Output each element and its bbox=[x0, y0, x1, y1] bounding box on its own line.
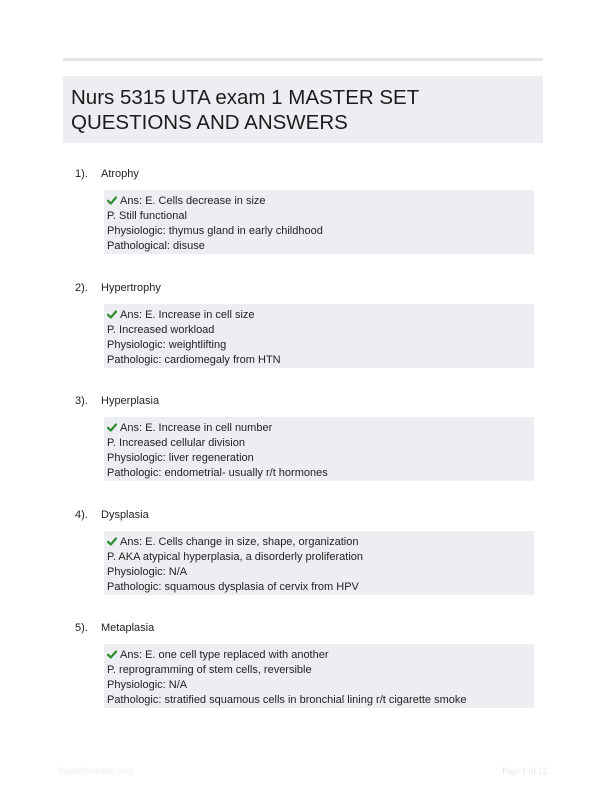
answer-detail: Physiologic: weightlifting bbox=[107, 339, 227, 351]
answer-detail: Pathologic: stratified squamous cells in bronchial lining r/t cigarette smoke bbox=[107, 694, 467, 706]
answer-detail: P. reprogramming of stem cells, reversible bbox=[107, 664, 312, 676]
question-text: Hyperplasia bbox=[101, 395, 160, 407]
answer-box bbox=[104, 417, 534, 481]
answer-detail: Physiologic: N/A bbox=[107, 566, 188, 578]
answer-box bbox=[104, 531, 534, 595]
answer-detail: Physiologic: N/A bbox=[107, 679, 188, 691]
answer-box bbox=[104, 190, 534, 254]
answer-detail: Pathologic: endometrial- usually r/t hormones bbox=[107, 467, 328, 479]
answer-detail: Physiologic: liver regeneration bbox=[107, 452, 254, 464]
title-banner bbox=[63, 76, 543, 143]
answer-box bbox=[104, 644, 534, 708]
question-text: Atrophy bbox=[101, 168, 139, 180]
answer-line bbox=[107, 194, 531, 209]
question-text: Metaplasia bbox=[101, 622, 155, 634]
question-number: 3). bbox=[75, 395, 88, 407]
check-icon bbox=[107, 650, 117, 659]
footer-page-number: Page 1 of 12 bbox=[502, 766, 548, 776]
answer-line bbox=[107, 535, 531, 550]
answer-text: Ans: E. Increase in cell size bbox=[120, 309, 255, 321]
answer-line bbox=[107, 648, 531, 663]
answer-line bbox=[107, 308, 531, 323]
document-title: Nurs 5315 UTA exam 1 MASTER SET QUESTIONS AND ANSWERS bbox=[71, 86, 419, 134]
answer-text: Ans: E. Cells change in size, shape, organization bbox=[120, 536, 359, 548]
top-divider bbox=[63, 58, 543, 61]
answer-text: Ans: E. one cell type replaced with another bbox=[120, 649, 329, 661]
footer-site: PaperWebsite.com bbox=[58, 766, 134, 776]
question-number: 2). bbox=[75, 282, 88, 294]
answer-text: Ans: E. Cells decrease in size bbox=[120, 195, 266, 207]
answer-detail: Pathologic: squamous dysplasia of cervix from HPV bbox=[107, 581, 359, 593]
question-number: 5). bbox=[75, 622, 88, 634]
answer-detail: P. Still functional bbox=[107, 210, 187, 222]
answer-box bbox=[104, 304, 534, 368]
question-number: 1). bbox=[75, 168, 88, 180]
check-icon bbox=[107, 310, 117, 319]
check-icon bbox=[107, 196, 117, 205]
answer-detail: P. AKA atypical hyperplasia, a disorderly proliferation bbox=[107, 551, 363, 563]
answer-detail: P. Increased workload bbox=[107, 324, 215, 336]
check-icon bbox=[107, 423, 117, 432]
question-text: Dysplasia bbox=[101, 509, 149, 521]
answer-line bbox=[107, 421, 531, 436]
answer-detail: P. Increased cellular division bbox=[107, 437, 245, 449]
answer-detail: Pathologic: cardiomegaly from HTN bbox=[107, 354, 281, 366]
question-number: 4). bbox=[75, 509, 88, 521]
check-icon bbox=[107, 537, 117, 546]
answer-text: Ans: E. Increase in cell number bbox=[120, 422, 273, 434]
answer-detail: Physiologic: thymus gland in early childhood bbox=[107, 225, 323, 237]
question-text: Hypertrophy bbox=[101, 282, 161, 294]
answer-detail: Pathological: disuse bbox=[107, 240, 205, 252]
